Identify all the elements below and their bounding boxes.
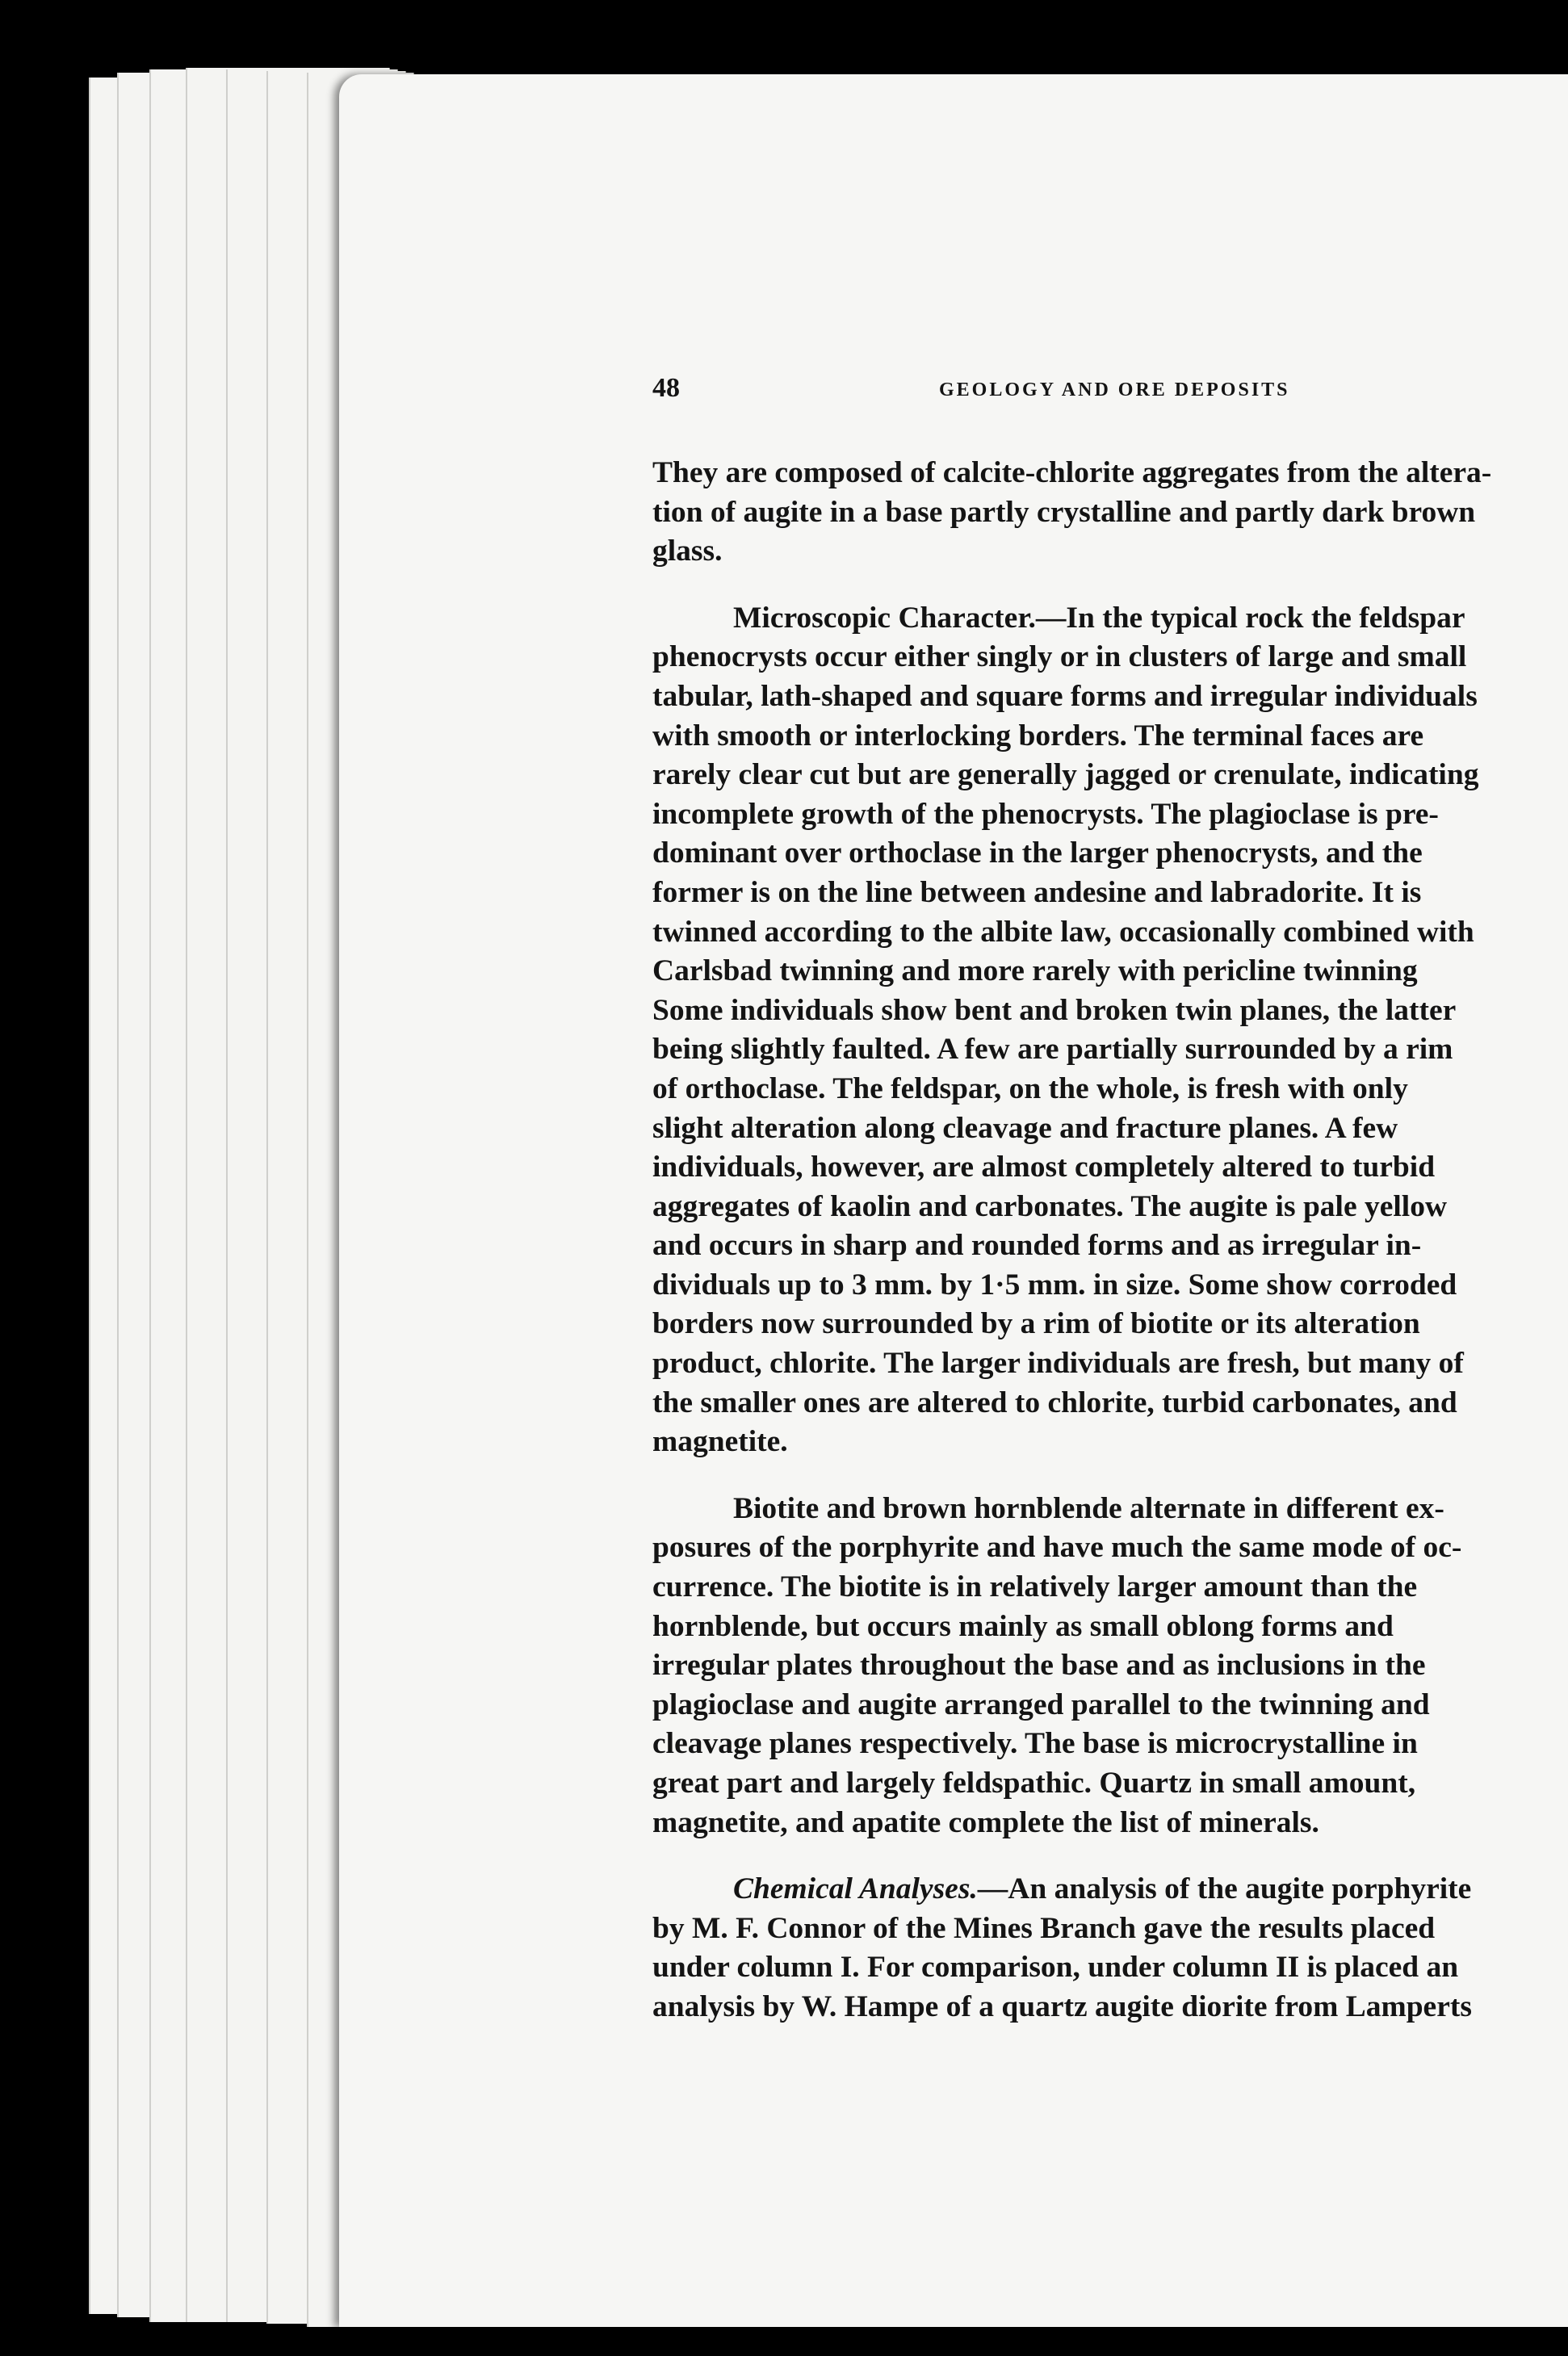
text-line: Biotite and brown hornblende alternate in different ex-: [733, 1491, 1444, 1525]
text-line: posures of the porphyrite and have much the same mode of oc-: [652, 1531, 1462, 1565]
paragraph: [652, 1490, 1568, 1842]
paragraph: [652, 1870, 1568, 2027]
section-heading: Chemical Analyses.: [733, 1872, 978, 1906]
text-line: cleavage planes respectively. The base is microcrystalline in: [652, 1727, 1418, 1761]
text-line: glass.: [652, 535, 723, 568]
text-line: currence. The biotite is in relatively larger amount than the: [652, 1570, 1418, 1604]
text-line: under column I. For comparison, under column II is placed an: [652, 1951, 1459, 1985]
text-line: dominant over orthoclase in the larger phenocrysts, and the: [652, 836, 1423, 870]
text-line: hornblende, but occurs mainly as small oblong forms and: [652, 1609, 1394, 1643]
running-head-title: GEOLOGY AND ORE DEPOSITS: [939, 379, 1290, 400]
text-line: rarely clear cut but are generally jagged or crenulate, indicating: [652, 758, 1479, 792]
text-line: tabular, lath-shaped and square forms and irregular individuals: [652, 679, 1478, 713]
text-line: Some individuals show bent and broken twin planes, the latter: [652, 993, 1457, 1027]
book-page: [339, 74, 1568, 2327]
text-line: magnetite.: [652, 1425, 788, 1459]
text-line: and occurs in sharp and rounded forms and as irregular in-: [652, 1229, 1422, 1263]
text-line: [652, 1870, 1568, 1910]
text-line: individuals, however, are almost completely altered to turbid: [652, 1151, 1436, 1184]
paragraph: [652, 599, 1568, 1462]
page-content: [652, 373, 1568, 2055]
text-line: [652, 599, 1568, 639]
text-line: phenocrysts occur either singly or in clusters of large and small: [652, 640, 1467, 674]
section-heading: Microscopic Character.: [733, 601, 1036, 635]
text-line: incomplete growth of the phenocrysts. The plagioclase is pre-: [652, 797, 1439, 831]
text-line: irregular plates throughout the base and as inclusions in the: [652, 1649, 1426, 1683]
text-line: of orthoclase. The feldspar, on the whole, is fresh with only: [652, 1071, 1408, 1105]
running-head: [652, 373, 1568, 421]
text-run: —In the typical rock the feldspar: [1035, 601, 1465, 635]
text-line: They are composed of calcite-chlorite aggregates from the altera-: [652, 456, 1492, 489]
text-line: slight alteration along cleavage and fracture planes. A few: [652, 1111, 1398, 1145]
text-run: —An analysis of the augite porphyrite: [977, 1872, 1472, 1906]
text-line: being slightly faulted. A few are partially surrounded by a rim: [652, 1033, 1453, 1067]
text-line: Carlsbad twinning and more rarely with pericline twinning: [652, 954, 1418, 988]
paragraph: [652, 454, 1568, 572]
text-line: magnetite, and apatite complete the list of minerals.: [652, 1805, 1319, 1839]
text-line: aggregates of kaolin and carbonates. The augite is pale yellow: [652, 1189, 1448, 1223]
text-line: tion of augite in a base partly crystalline and partly dark brown: [652, 495, 1476, 529]
text-line: borders now surrounded by a rim of biotite or its alteration: [652, 1307, 1420, 1341]
text-line: with smooth or interlocking borders. The terminal faces are: [652, 719, 1424, 752]
text-line: the smaller ones are altered to chlorite, turbid carbonates, and: [652, 1386, 1457, 1419]
text-line: analysis by W. Hampe of a quartz augite diorite from Lamperts: [652, 1989, 1472, 2023]
text-line: by M. F. Connor of the Mines Branch gave the results placed: [652, 1911, 1436, 1945]
text-line: twinned according to the albite law, occasionally combined with: [652, 915, 1474, 949]
text-line: former is on the line between andesine and labradorite. It is: [652, 875, 1422, 909]
text-line: dividuals up to 3 mm. by 1·5 mm. in size. Some show corroded: [652, 1268, 1457, 1302]
text-line: product, chlorite. The larger individuals are fresh, but many of: [652, 1347, 1464, 1381]
text-line: great part and largely feldspathic. Quartz in small amount,: [652, 1767, 1416, 1800]
page-number: 48: [652, 373, 680, 403]
text-line: plagioclase and augite arranged parallel to the twinning and: [652, 1687, 1430, 1721]
